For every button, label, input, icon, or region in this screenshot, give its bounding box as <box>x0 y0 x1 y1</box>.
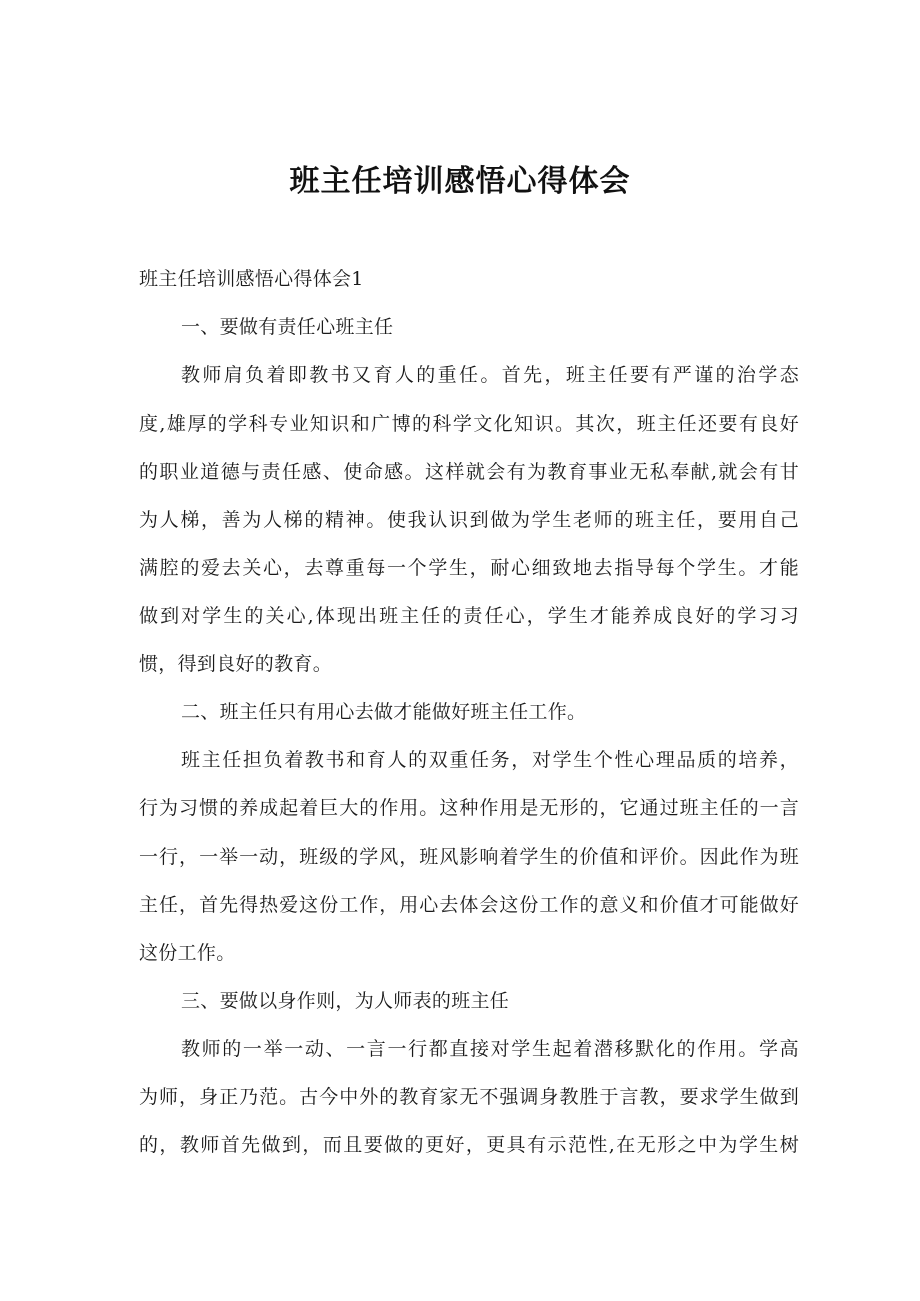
paragraph-line: 惯，得到良好的教育。 <box>139 653 333 675</box>
paragraph-line: 为师，身正乃范。古今中外的教育家无不强调身教胜于言教，要求学生做到 <box>139 1086 799 1108</box>
paragraph-line: 的职业道德与责任感、使命感。这样就会有为教育事业无私奉献,就会有甘 <box>139 461 799 483</box>
paragraph-line: 教师的一举一动、一言一行都直接对学生起着潜移默化的作用。学高 <box>181 1038 799 1060</box>
paragraph-line: 一行，一举一动，班级的学风，班风影响着学生的价值和评价。因此作为班 <box>139 846 799 868</box>
subheading-1: 一、要做有责任心班主任 <box>181 316 394 338</box>
paragraph-line: 的，教师首先做到，而且要做的更好，更具有示范性,在无形之中为学生树 <box>139 1134 799 1156</box>
document-title: 班主任培训感悟心得体会 <box>289 164 631 199</box>
paragraph-line: 度,雄厚的学科专业知识和广博的科学文化知识。其次，班主任还要有良好 <box>139 413 799 435</box>
paragraph-line: 做到对学生的关心,体现出班主任的责任心，学生才能养成良好的学习习 <box>139 605 799 627</box>
paragraph-line: 为人梯，善为人梯的精神。使我认识到做为学生老师的班主任，要用自己 <box>139 509 799 531</box>
subheading-2: 二、班主任只有用心去做才能做好班主任工作。 <box>181 701 587 723</box>
paragraph-line: 教师肩负着即教书又育人的重任。首先，班主任要有严谨的治学态 <box>181 364 799 386</box>
subheading-3: 三、要做以身作则，为人师表的班主任 <box>181 990 510 1012</box>
paragraph-line: 主任，首先得热爱这份工作，用心去体会这份工作的意义和价值才可能做好 <box>139 894 799 916</box>
paragraph-line: 这份工作。 <box>139 942 236 964</box>
paragraph-line: 班主任担负着教书和育人的双重任务，对学生个性心理品质的培养， <box>181 749 799 771</box>
paragraph-line: 行为习惯的养成起着巨大的作用。这种作用是无形的，它通过班主任的一言 <box>139 797 799 819</box>
paragraph-line: 满腔的爱去关心，去尊重每一个学生，耐心细致地去指导每个学生。才能 <box>139 557 799 579</box>
section-heading: 班主任培训感悟心得体会1 <box>139 268 364 290</box>
